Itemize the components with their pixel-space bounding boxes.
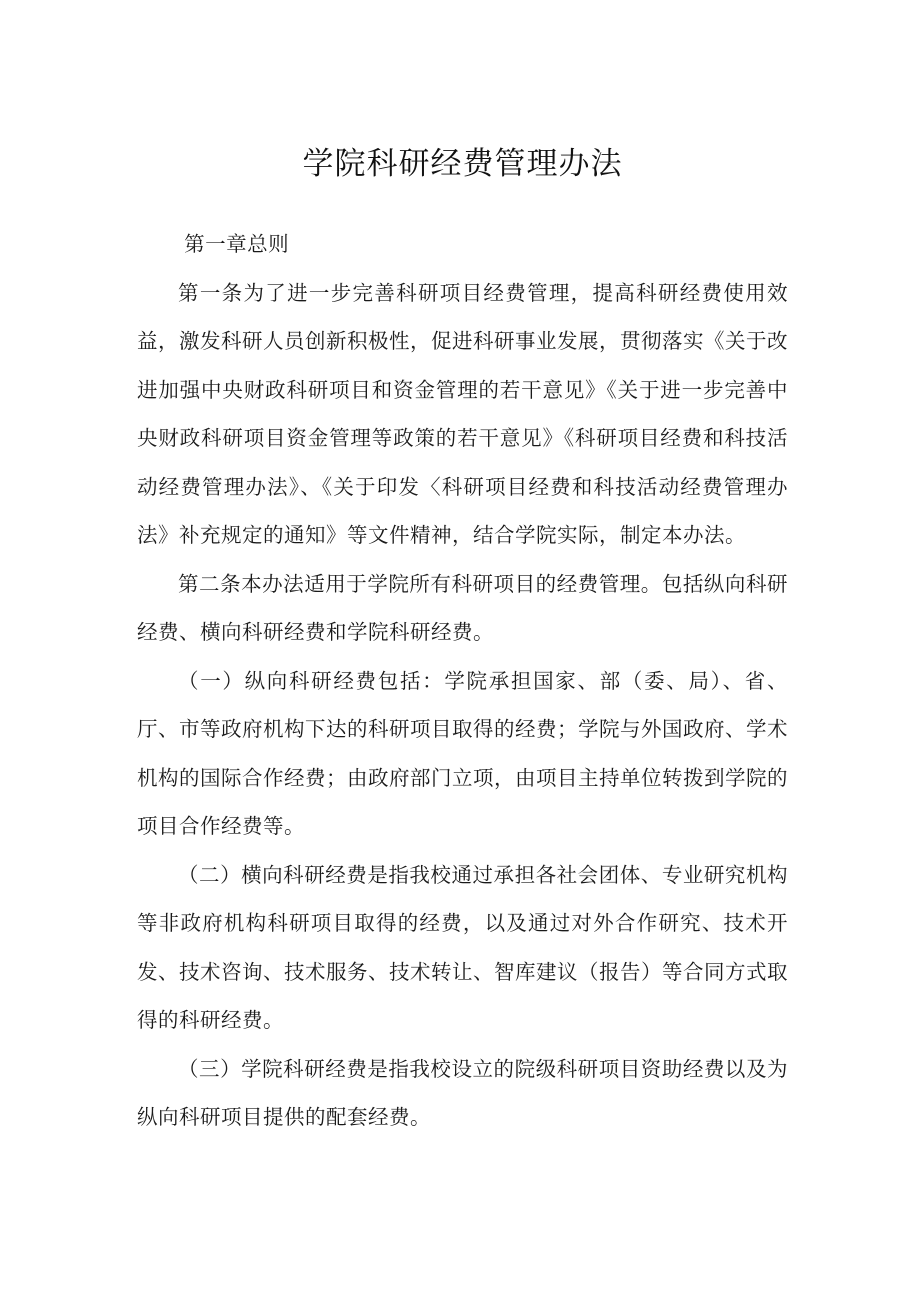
clause-3-college-funding: （三）学院科研经费是指我校设立的院级科研项目资助经费以及为纵向科研项目提供的配套经费。 [137,1056,788,1129]
clause-1-vertical-funding: （一）纵向科研经费包括：学院承担国家、部（委、局）、省、厅、市等政府机构下达的科研项目取得的经费；学院与外国政府、学术机构的国际合作经费；由政府部门立项，由项目主持单位转拨到学院的项目合作经费等。 [137,668,788,838]
chapter-heading: 第一章总则 [184,232,290,256]
article-2-paragraph: 第二条本办法适用于学院所有科研项目的经费管理。包括纵向科研经费、横向科研经费和学院科研经费。 [137,571,788,644]
article-1-paragraph: 第一条为了进一步完善科研项目经费管理，提高科研经费使用效益，激发科研人员创新积极性，促进科研事业发展，贯彻落实《关于改进加强中央财政科研项目和资金管理的若干意见》《关于进一步完善中央财政科研项目资金管理等政策的若干意见》《科研项目经费和科技活动经费管理办法》、《关于印发〈科研项目经费和科技活动经费管理办法》补充规定的通知》等文件精神，结合学院实际，制定本办法。 [137,280,788,547]
document-title: 学院科研经费管理办法 [302,146,623,182]
clause-2-horizontal-funding: （二）横向科研经费是指我校通过承担各社会团体、专业研究机构等非政府机构科研项目取得的经费，以及通过对外合作研究、技术开发、技术咨询、技术服务、技术转让、智库建议（报告）等合同方式取得的科研经费。 [137,862,788,1032]
document-body [137,220,788,1142]
